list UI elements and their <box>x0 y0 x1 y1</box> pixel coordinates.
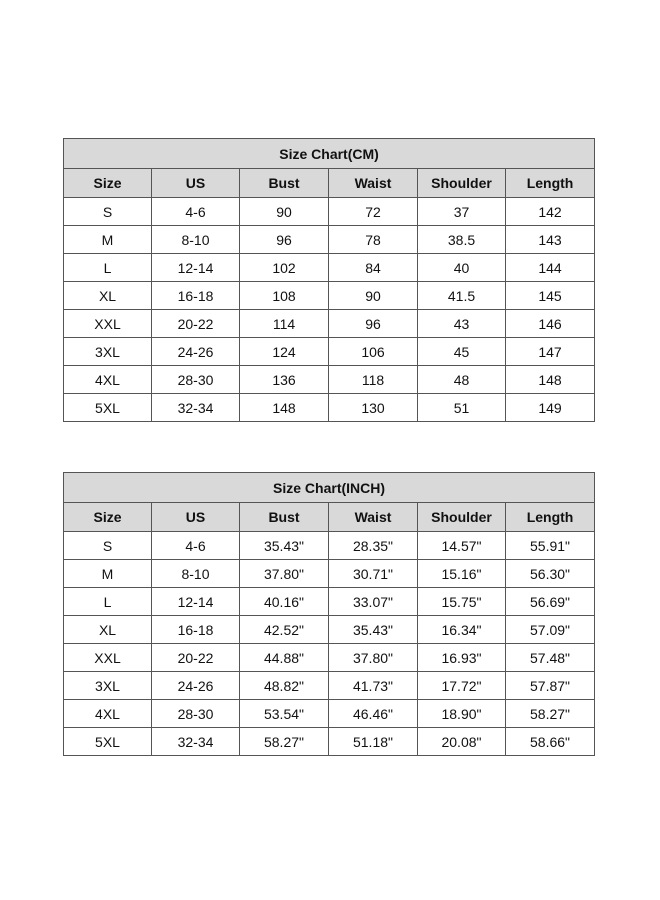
table-cell: 15.16" <box>418 560 506 588</box>
table-header-row <box>64 169 595 198</box>
table-row <box>64 560 595 588</box>
table-cell: 102 <box>240 254 329 282</box>
table-cell: 57.09" <box>506 616 595 644</box>
table-cell: L <box>64 588 152 616</box>
column-header-waist: Waist <box>329 169 418 198</box>
table-cell: 146 <box>506 310 595 338</box>
table-cell: 24-26 <box>152 338 240 366</box>
column-header-shoulder: Shoulder <box>418 503 506 532</box>
column-header-size: Size <box>64 503 152 532</box>
table-row <box>64 616 595 644</box>
table-cell: 96 <box>240 226 329 254</box>
table-cell: 114 <box>240 310 329 338</box>
size-chart-inch-table <box>63 472 595 756</box>
table-cell: 57.87" <box>506 672 595 700</box>
table-row <box>64 254 595 282</box>
table-cell: 4-6 <box>152 532 240 560</box>
table-cell: 14.57" <box>418 532 506 560</box>
table-cell: 58.27" <box>240 728 329 756</box>
table-cell: 32-34 <box>152 728 240 756</box>
table-row <box>64 532 595 560</box>
column-header-bust: Bust <box>240 169 329 198</box>
table-row <box>64 672 595 700</box>
table-row <box>64 728 595 756</box>
table-row <box>64 310 595 338</box>
table-cell: XXL <box>64 310 152 338</box>
table-cell: 5XL <box>64 728 152 756</box>
table-cell: 24-26 <box>152 672 240 700</box>
table-body <box>64 198 595 422</box>
table-cell: 35.43" <box>240 532 329 560</box>
column-header-bust: Bust <box>240 503 329 532</box>
size-chart-cm-table <box>63 138 595 422</box>
table-cell: 37 <box>418 198 506 226</box>
table-cell: 41.5 <box>418 282 506 310</box>
table-cell: 35.43" <box>329 616 418 644</box>
table-cell: 43 <box>418 310 506 338</box>
table-cell: 143 <box>506 226 595 254</box>
table-cell: 17.72" <box>418 672 506 700</box>
table-cell: 90 <box>240 198 329 226</box>
table-title: Size Chart(CM) <box>64 139 595 169</box>
table-row <box>64 588 595 616</box>
table-cell: 57.48" <box>506 644 595 672</box>
column-header-length: Length <box>506 169 595 198</box>
table-cell: XXL <box>64 644 152 672</box>
table-cell: 130 <box>329 394 418 422</box>
table-cell: 58.27" <box>506 700 595 728</box>
table-title: Size Chart(INCH) <box>64 473 595 503</box>
table-cell: 145 <box>506 282 595 310</box>
table-row <box>64 338 595 366</box>
table-cell: 78 <box>329 226 418 254</box>
table-cell: 8-10 <box>152 560 240 588</box>
table-cell: 16-18 <box>152 616 240 644</box>
table-cell: 106 <box>329 338 418 366</box>
table-cell: 51.18" <box>329 728 418 756</box>
table-cell: 142 <box>506 198 595 226</box>
table-cell: 20-22 <box>152 644 240 672</box>
table-cell: 20-22 <box>152 310 240 338</box>
table-cell: M <box>64 226 152 254</box>
table-cell: 18.90" <box>418 700 506 728</box>
table-cell: L <box>64 254 152 282</box>
column-header-us: US <box>152 169 240 198</box>
table-title-row <box>64 139 595 169</box>
column-header-shoulder: Shoulder <box>418 169 506 198</box>
table-cell: S <box>64 198 152 226</box>
table-cell: 8-10 <box>152 226 240 254</box>
table-cell: 45 <box>418 338 506 366</box>
table-cell: 149 <box>506 394 595 422</box>
column-header-size: Size <box>64 169 152 198</box>
table-cell: 72 <box>329 198 418 226</box>
table-row <box>64 226 595 254</box>
table-body <box>64 532 595 756</box>
table-row <box>64 700 595 728</box>
table-cell: 40.16" <box>240 588 329 616</box>
table-cell: 108 <box>240 282 329 310</box>
table-cell: M <box>64 560 152 588</box>
table-cell: 58.66" <box>506 728 595 756</box>
column-header-us: US <box>152 503 240 532</box>
table-cell: 148 <box>240 394 329 422</box>
table-cell: 5XL <box>64 394 152 422</box>
table-cell: 96 <box>329 310 418 338</box>
table-row <box>64 282 595 310</box>
table-cell: 56.30" <box>506 560 595 588</box>
table-cell: 28-30 <box>152 366 240 394</box>
table-cell: 28.35" <box>329 532 418 560</box>
table-cell: 12-14 <box>152 254 240 282</box>
table-cell: 84 <box>329 254 418 282</box>
table-cell: 12-14 <box>152 588 240 616</box>
table-cell: 4XL <box>64 366 152 394</box>
table-cell: 41.73" <box>329 672 418 700</box>
table-cell: 38.5 <box>418 226 506 254</box>
table-cell: S <box>64 532 152 560</box>
table-header-row <box>64 503 595 532</box>
table-cell: 37.80" <box>329 644 418 672</box>
table-cell: 124 <box>240 338 329 366</box>
table-cell: 51 <box>418 394 506 422</box>
table-cell: 48 <box>418 366 506 394</box>
table-cell: XL <box>64 616 152 644</box>
table-cell: 37.80" <box>240 560 329 588</box>
table-row <box>64 644 595 672</box>
table-cell: 46.46" <box>329 700 418 728</box>
table-cell: 30.71" <box>329 560 418 588</box>
table-cell: 40 <box>418 254 506 282</box>
table-row <box>64 198 595 226</box>
table-cell: 28-30 <box>152 700 240 728</box>
table-cell: 56.69" <box>506 588 595 616</box>
table-cell: 42.52" <box>240 616 329 644</box>
table-cell: 44.88" <box>240 644 329 672</box>
table-cell: 55.91" <box>506 532 595 560</box>
table-cell: 144 <box>506 254 595 282</box>
table-cell: 16.93" <box>418 644 506 672</box>
table-cell: 4XL <box>64 700 152 728</box>
table-cell: 53.54" <box>240 700 329 728</box>
table-cell: 136 <box>240 366 329 394</box>
table-cell: 15.75" <box>418 588 506 616</box>
table-cell: 48.82" <box>240 672 329 700</box>
table-cell: 118 <box>329 366 418 394</box>
table-cell: 147 <box>506 338 595 366</box>
column-header-waist: Waist <box>329 503 418 532</box>
table-cell: 33.07" <box>329 588 418 616</box>
table-cell: 16-18 <box>152 282 240 310</box>
table-cell: 3XL <box>64 338 152 366</box>
column-header-length: Length <box>506 503 595 532</box>
table-cell: 16.34" <box>418 616 506 644</box>
table-row <box>64 366 595 394</box>
table-cell: 20.08" <box>418 728 506 756</box>
table-cell: 90 <box>329 282 418 310</box>
table-cell: 4-6 <box>152 198 240 226</box>
table-title-row <box>64 473 595 503</box>
table-cell: 32-34 <box>152 394 240 422</box>
table-cell: 3XL <box>64 672 152 700</box>
table-cell: XL <box>64 282 152 310</box>
table-cell: 148 <box>506 366 595 394</box>
table-row <box>64 394 595 422</box>
